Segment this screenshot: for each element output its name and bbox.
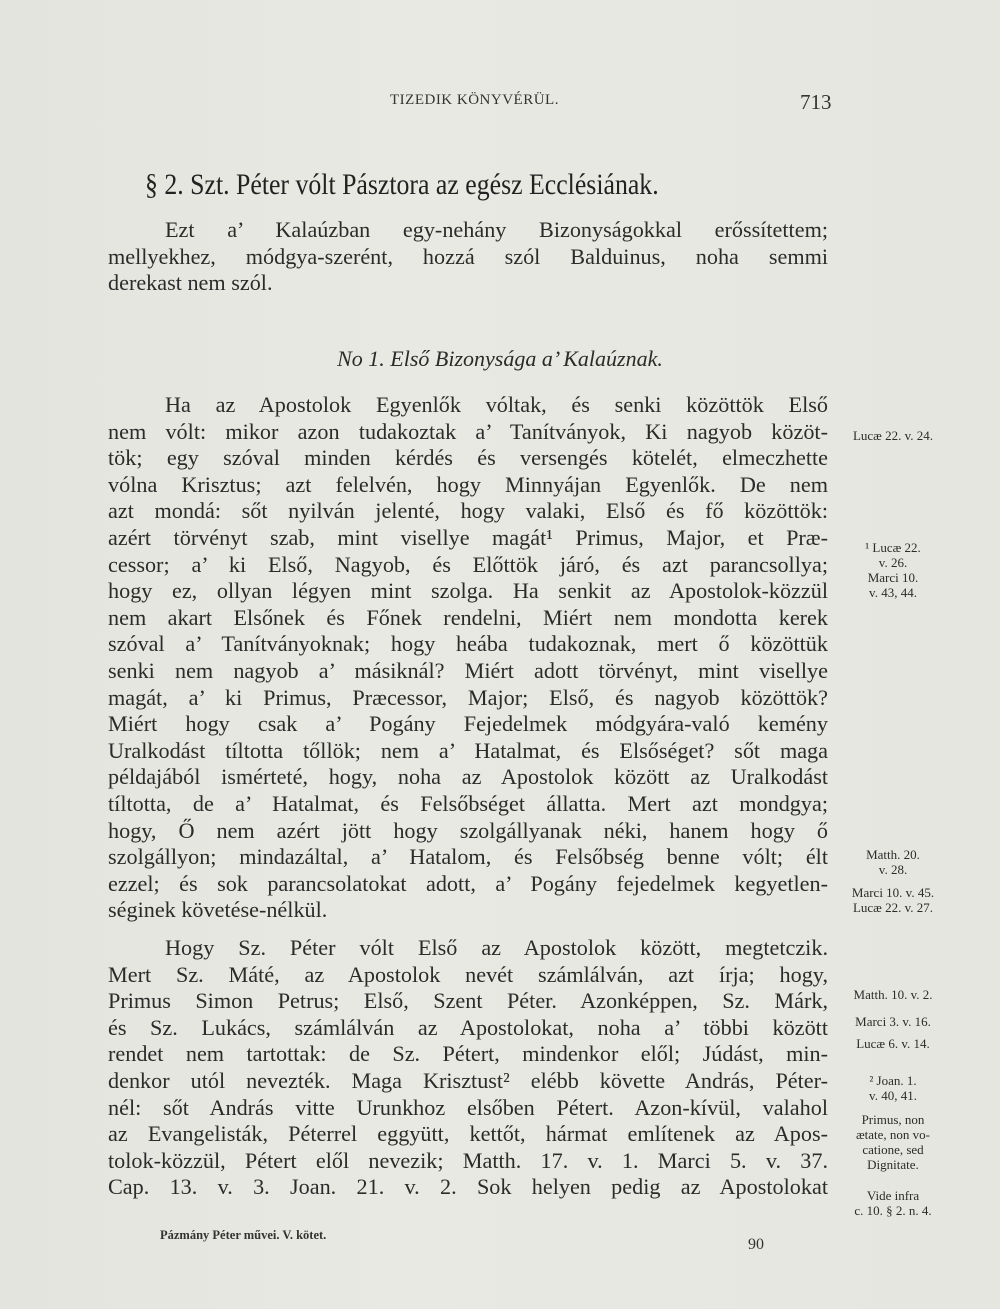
running-head: TIZEDIK KÖNYVÉRÜL.: [390, 92, 559, 108]
text-line: hogy, Ő nem azért jött hogy szolgállyanak néki, hanem hogy ő: [108, 817, 828, 843]
text-line: cessor; a’ ki Első, Nagyob, és Előttök járó, és azt parancsollya;: [108, 551, 828, 577]
text-line: derekast nem szól.: [108, 270, 273, 296]
text-line: Ha az Apostolok Egyenlők vóltak, és senki közöttök Első: [165, 392, 828, 417]
section-heading: § 2. Szt. Péter vólt Pásztora az egész Ecclésiának.: [145, 168, 659, 201]
text-line: tíltotta, de a’ Hatalmat, és Felsőbséget állatta. Mert azt mondgya;: [108, 790, 828, 816]
text-line: denkor utól nevezték. Maga Krisztust² elébb követte András, Péter-: [108, 1067, 828, 1093]
text-line: Primus Simon Petrus; Első, Szent Péter. Azonképpen, Sz. Márk,: [108, 988, 828, 1014]
text-line: hogy ez, ollyan légyen mint szolga. Ha senkit az Apostolok-közzül: [108, 578, 828, 604]
text-line: séginek követése-nélkül.: [108, 897, 328, 923]
paragraph-1: [108, 392, 828, 924]
margin-note: ² Joan. 1. v. 40, 41.: [869, 1073, 917, 1103]
text-line: Miért hogy csak a’ Pogány Fejedelmek módgyára-való kemény: [108, 711, 828, 737]
text-line: vólna Krisztus; azt felelvén, hogy Minnyájan Egyenlők. De nem: [108, 471, 828, 497]
text-line: tolok-közzül, Pétert elől nevezik; Matth. 17. v. 1. Marci 5. v. 37.: [108, 1147, 828, 1173]
text-line: nem akart Elsőnek és Főnek rendelni, Miért nem mondotta kerek: [108, 604, 828, 630]
text-line: tök; egy szóval minden kérdés és versengés kötelét, elmeczhette: [108, 445, 828, 471]
text-line: és Sz. Lukács, számlálván az Apostolokat, noha a’ többi között: [108, 1014, 828, 1040]
text-line: azért törvényt szab, mint visellye magát¹ Primus, Major, et Præ-: [108, 524, 828, 550]
text-line: szóval a’ Tanítványoknak; hogy heába tudakoznak, mert ő közöttük: [108, 631, 828, 657]
margin-note: Matth. 20. v. 28.: [866, 847, 920, 877]
text-line: nél: sőt András vitte Urunkhoz elsőben Pétert. Azon-kívül, valahol: [108, 1094, 828, 1120]
text-line: azt mondá: sőt nyilván jelenté, hogy valaki, Első és fő közöttök:: [108, 498, 828, 524]
text-line: mellyekhez, módgya-szerént, hozzá szól Balduinus, noha semmi: [108, 243, 828, 269]
text-line: Uralkodást tíltotta tőllök; nem a’ Hatalmat, és Elsőséget? sőt maga: [108, 737, 828, 763]
text-line: szolgállyon; mindazáltal, a’ Hatalom, és Felsőbség benne vólt; élt: [108, 844, 828, 870]
text-line: Cap. 13. v. 3. Joan. 21. v. 2. Sok helyen pedig az Apostolokat: [108, 1174, 828, 1200]
margin-note: Matth. 10. v. 2.: [853, 987, 933, 1002]
signature-mark: 90: [748, 1236, 764, 1253]
margin-note: ¹ Lucæ 22. v. 26. Marci 10. v. 43, 44.: [865, 540, 921, 600]
margin-note: Lucæ 6. v. 14.: [856, 1036, 930, 1051]
margin-note: Primus, non ætate, non vo- catione, sed Dignitate.: [855, 1112, 930, 1172]
intro-paragraph: [108, 217, 828, 297]
page-number: 713: [800, 90, 832, 114]
subheading: No 1. Első Bizonysága a’ Kalaúznak.: [337, 346, 663, 371]
text-line: az Evangelisták, Péterrel eggyütt, kettőt, hármat említenek az Apos-: [108, 1121, 828, 1147]
text-line: Hogy Sz. Péter vólt Első az Apostolok között, megtetczik.: [165, 935, 828, 960]
margin-note: Lucæ 22. v. 24.: [852, 428, 934, 443]
text-line: Ezt a’ Kalaúzban egy-nehány Bizonyságokkal erőssítettem;: [165, 217, 828, 242]
footer-imprint: Pázmány Péter művei. V. kötet.: [160, 1228, 327, 1242]
text-line: példajából ismérteté, hogy, noha az Apostolok között az Uralkodást: [108, 764, 828, 790]
text-line: magát, a’ ki Primus, Præcessor, Major; Első, és nagyob közöttök?: [108, 684, 828, 710]
paragraph-2: [108, 935, 828, 1201]
text-line: senki nem nagyob a’ másiknál? Miért adott törvényt, mint visellye: [108, 657, 828, 683]
margin-note: Vide infra c. 10. § 2. n. 4.: [854, 1188, 932, 1218]
margin-note: Marci 10. v. 45. Lucæ 22. v. 27.: [851, 885, 935, 915]
text-line: nem vólt: mikor azon tudakoztak a’ Tanítványok, Ki nagyob közöt-: [108, 418, 828, 444]
margin-note: Marci 3. v. 16.: [855, 1014, 931, 1029]
text-line: Mert Sz. Máté, az Apostolok nevét számlálván, azt írja; hogy,: [108, 961, 828, 987]
text-line: rendet nem tartottak: de Sz. Pétert, mindenkor elől; Júdást, min-: [108, 1041, 828, 1067]
text-line: ezzel; és sok parancsolatokat adott, a’ Pogány fejedelmek kegyetlen-: [108, 870, 828, 896]
